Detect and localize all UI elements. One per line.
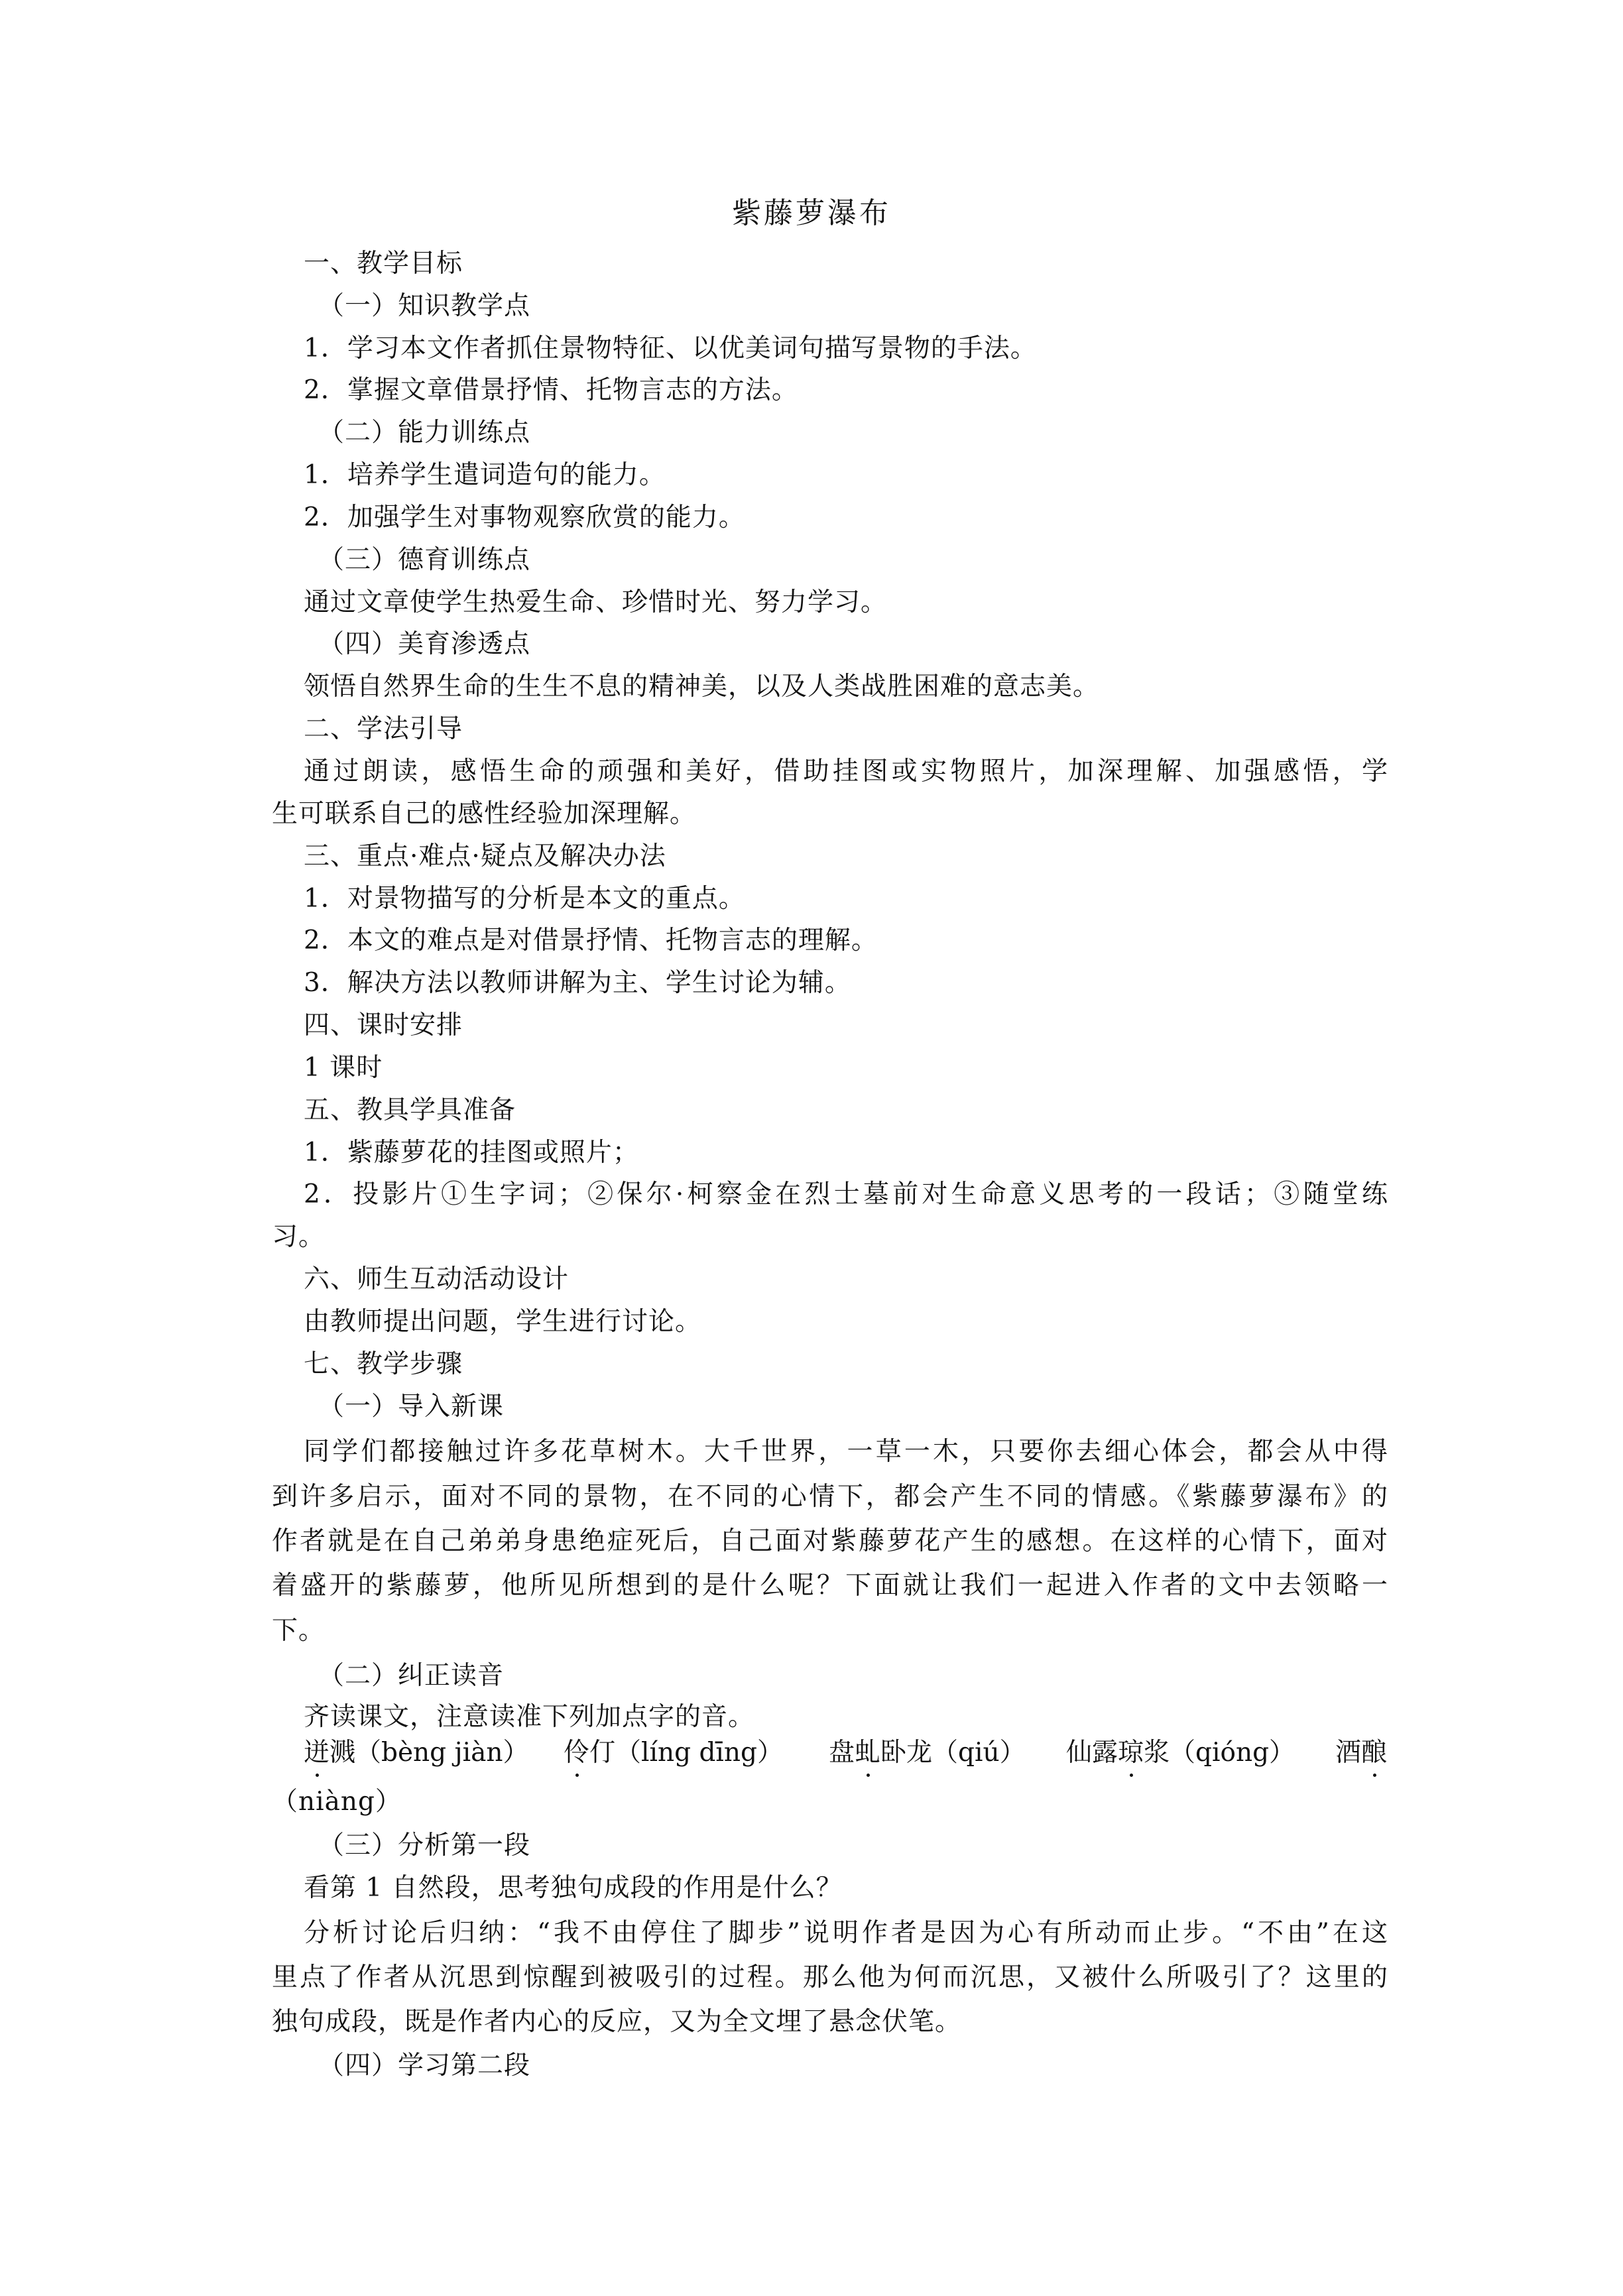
paragraph-line: 独句成段，既是作者内心的反应，又为全文埋了悬念伏笔。 bbox=[272, 2007, 962, 2037]
list-item: 1．学习本文作者抓住景物特征、以优美词句描写景物的手法。 bbox=[304, 333, 1037, 363]
emphasis-char: 迸 bbox=[304, 1734, 330, 1772]
pinyin-item: 盘虬卧龙（qiú） bbox=[829, 1734, 1026, 1772]
subsection-heading: （三）分析第一段 bbox=[318, 1831, 531, 1860]
list-item: 2．本文的难点是对借景抒情、托物言志的理解。 bbox=[304, 926, 878, 955]
list-item: 1．对景物描写的分析是本文的重点。 bbox=[304, 884, 745, 914]
paragraph-line: 作者就是在自己弟弟身患绝症死后，自己面对紫藤萝花产生的感想。在这样的心情下，面对 bbox=[272, 1526, 1388, 1556]
paragraph-line: 习。 bbox=[272, 1222, 326, 1252]
pinyin-item: 伶仃（líng dīng） bbox=[564, 1734, 783, 1772]
section-heading: 二、学法引导 bbox=[304, 714, 463, 744]
list-item: 2．投影片①生字词；②保尔·柯察金在烈士墓前对生命意义思考的一段话；③随堂练 bbox=[304, 1179, 1388, 1209]
paragraph-line: 通过朗读，感悟生命的顽强和美好，借助挂图或实物照片，加深理解、加强感悟，学 bbox=[304, 756, 1388, 786]
paragraph-line: 齐读课文，注意读准下列加点字的音。 bbox=[304, 1702, 755, 1732]
paragraph-line: 同学们都接触过许多花草树木。大千世界，一草一木，只要你去细心体会，都会从中得 bbox=[304, 1437, 1388, 1467]
paragraph-line: 里点了作者从沉思到惊醒到被吸引的过程。那么他为何而沉思，又被什么所吸引了？这里的 bbox=[272, 1963, 1388, 1992]
section-heading: 五、教具学具准备 bbox=[304, 1095, 516, 1125]
emphasis-char: 伶 bbox=[564, 1734, 589, 1772]
paragraph-line: 领悟自然界生命的生生不息的精神美，以及人类战胜困难的意志美。 bbox=[304, 672, 1100, 701]
subsection-heading: （四）学习第二段 bbox=[318, 2051, 531, 2081]
subsection-heading: （一）导入新课 bbox=[318, 1392, 505, 1421]
emphasis-char: 琼 bbox=[1118, 1734, 1144, 1772]
pinyin-item: 迸溅（bèng jiàn） bbox=[304, 1734, 528, 1772]
paragraph-line: 下。 bbox=[272, 1616, 326, 1646]
list-item: 1．培养学生遣词造句的能力。 bbox=[304, 460, 666, 490]
emphasis-char: 酿 bbox=[1361, 1734, 1387, 1772]
section-heading: 一、教学目标 bbox=[304, 249, 463, 278]
subsection-heading: （二）能力训练点 bbox=[318, 418, 531, 448]
emphasis-char: 虬 bbox=[855, 1734, 880, 1772]
paragraph-line: 生可联系自己的感性经验加深理解。 bbox=[272, 799, 697, 829]
list-item: 1．紫藤萝花的挂图或照片； bbox=[304, 1138, 639, 1168]
paragraph-line: 看第 1 自然段，思考独句成段的作用是什么？ bbox=[304, 1873, 843, 1903]
paragraph-line: 分析讨论后归纳：“我不由停住了脚步”说明作者是因为心有所动而止步。“不由”在这 bbox=[304, 1918, 1388, 1948]
subsection-heading: （三）德育训练点 bbox=[318, 545, 531, 575]
pinyin-row bbox=[304, 1734, 1388, 1772]
paragraph-line: 由教师提出问题，学生进行讨论。 bbox=[304, 1307, 702, 1337]
document-title: 紫藤萝瀑布 bbox=[732, 196, 891, 230]
pinyin-item: 仙露琼浆（qióng） bbox=[1066, 1734, 1295, 1772]
list-item: 3．解决方法以教师讲解为主、学生讨论为辅。 bbox=[304, 968, 851, 998]
section-heading: 六、师生互动活动设计 bbox=[304, 1264, 570, 1294]
subsection-heading: （四）美育渗透点 bbox=[318, 629, 531, 659]
paragraph-line: 着盛开的紫藤萝，他所见所想到的是什么呢？下面就让我们一起进入作者的文中去领略一 bbox=[272, 1571, 1388, 1601]
paragraph-line: 1 课时 bbox=[304, 1053, 383, 1083]
pinyin-item: 酒酿 bbox=[1335, 1734, 1387, 1772]
paragraph-line: （niàng） bbox=[272, 1787, 402, 1817]
section-heading: 七、教学步骤 bbox=[304, 1349, 463, 1379]
list-item: 2．加强学生对事物观察欣赏的能力。 bbox=[304, 503, 745, 532]
list-item: 2．掌握文章借景抒情、托物言志的方法。 bbox=[304, 375, 798, 405]
paragraph-line: 通过文章使学生热爱生命、珍惜时光、努力学习。 bbox=[304, 587, 888, 617]
paragraph-line: 到许多启示，面对不同的景物，在不同的心情下，都会产生不同的情感。《紫藤萝瀑布》的 bbox=[272, 1482, 1388, 1512]
subsection-heading: （二）纠正读音 bbox=[318, 1661, 505, 1691]
section-heading: 三、重点·难点·疑点及解决办法 bbox=[304, 841, 666, 871]
subsection-heading: （一）知识教学点 bbox=[318, 291, 531, 321]
section-heading: 四、课时安排 bbox=[304, 1010, 463, 1040]
